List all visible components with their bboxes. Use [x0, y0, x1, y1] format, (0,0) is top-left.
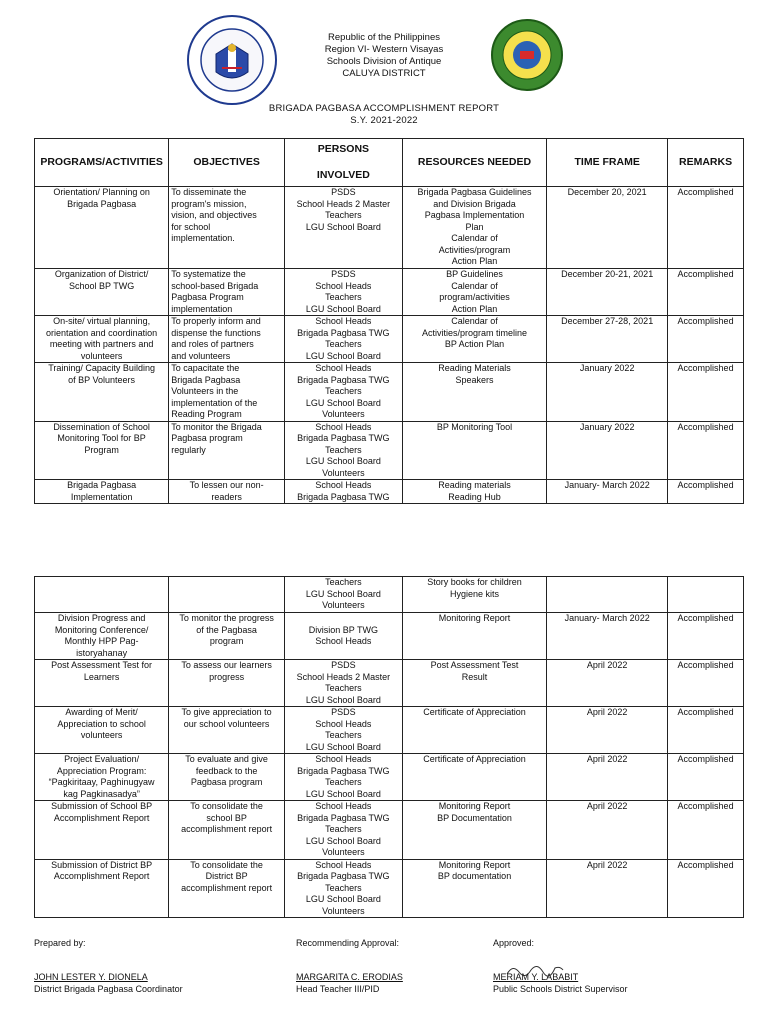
- program-line: Appreciation to school: [57, 718, 146, 729]
- program-line: volunteers: [80, 350, 123, 361]
- objectives-cell: [169, 480, 285, 504]
- persons-line: LGU School Board: [305, 588, 381, 599]
- objectives-cell: [169, 613, 285, 660]
- program-line: Submission of District BP: [51, 859, 153, 870]
- program-line: meeting with partners and: [49, 339, 154, 349]
- persons-cell: [284, 421, 402, 480]
- table-row: [35, 421, 744, 480]
- time-frame-cell: April 2022: [547, 801, 668, 860]
- resources-cell: [402, 269, 546, 316]
- persons-cell: [284, 859, 402, 918]
- header-remarks: REMARKS: [668, 139, 744, 187]
- time-frame-cell: December 20, 2021: [547, 187, 668, 269]
- persons-line: Teachers: [325, 577, 362, 587]
- resources-line: Monitoring Report: [438, 801, 511, 811]
- remarks-cell: Accomplished: [668, 801, 744, 860]
- program-cell: [35, 859, 169, 918]
- remarks-cell: [668, 577, 744, 613]
- time-frame-cell: April 2022: [547, 660, 668, 707]
- persons-line: PSDS: [331, 269, 356, 279]
- resources-line: and Division Brigada: [433, 198, 516, 209]
- remarks-cell: Accomplished: [668, 480, 744, 504]
- resources-line: Calendar of: [451, 233, 498, 243]
- prepared-by-name: JOHN LESTER Y. DIONELA: [34, 972, 148, 982]
- persons-line: School Heads 2 Master: [296, 198, 391, 209]
- persons-cell: [284, 754, 402, 801]
- objectives-cell: [169, 421, 285, 480]
- remarks-cell: Accomplished: [668, 363, 744, 422]
- persons-line: LGU School Board: [305, 694, 381, 705]
- program-line: Implementation: [70, 491, 133, 502]
- objectives-line: readers: [211, 491, 242, 502]
- resources-line: Calendar of: [451, 316, 498, 326]
- objectives-line: progress: [209, 671, 245, 682]
- resources-line: Post Assessment Test: [430, 660, 519, 670]
- remarks-cell: Accomplished: [668, 707, 744, 754]
- remarks-cell: Accomplished: [668, 269, 744, 316]
- objectives-line: feedback to the: [195, 765, 258, 776]
- persons-line: Teachers: [325, 777, 362, 787]
- letterhead-line: Schools Division of Antique: [326, 56, 442, 67]
- resources-line: Activities/program timeline: [421, 327, 528, 338]
- remarks-cell: Accomplished: [668, 754, 744, 801]
- persons-line: Teachers: [325, 683, 362, 693]
- time-frame-cell: [547, 577, 668, 613]
- persons-line: LGU School Board: [305, 350, 381, 361]
- resources-line: Monitoring Report: [438, 859, 511, 870]
- resources-line: BP Action Plan: [444, 339, 505, 349]
- recommending-name: MARGARITA C. ERODIAS: [296, 972, 403, 982]
- persons-line: Volunteers: [322, 600, 365, 610]
- time-frame-cell: January- March 2022: [547, 613, 668, 660]
- program-line: orientation and coordination: [46, 327, 158, 338]
- objectives-line: To lessen our non-: [189, 480, 264, 490]
- resources-cell: [402, 801, 546, 860]
- header-persons: PERSONS: [317, 143, 370, 155]
- table-row: [35, 269, 744, 316]
- persons-line: LGU School Board: [305, 303, 381, 314]
- objectives-line: Brigada Pagbasa: [171, 374, 241, 385]
- objectives-line: Pagbasa program: [171, 433, 243, 443]
- persons-line: Brigada Pagbasa TWG: [297, 491, 390, 502]
- resources-cell: [402, 480, 546, 504]
- table-row: [35, 859, 744, 918]
- objectives-cell: [169, 577, 285, 613]
- resources-line: Story books for children: [427, 577, 522, 587]
- persons-cell: [284, 707, 402, 754]
- program-line: [37, 577, 166, 589]
- remarks-cell: Accomplished: [668, 187, 744, 269]
- remarks-cell: Accomplished: [668, 421, 744, 480]
- objectives-cell: [169, 187, 285, 269]
- resources-line: Reading materials: [438, 480, 511, 490]
- persons-cell: [284, 187, 402, 269]
- approved-label: Approved:: [493, 938, 535, 948]
- time-frame-cell: April 2022: [547, 754, 668, 801]
- header-resources: RESOURCES NEEDED: [402, 139, 546, 187]
- resources-line: Action Plan: [451, 303, 498, 314]
- persons-line: LGU School Board: [305, 397, 381, 408]
- resources-line: Action Plan: [451, 256, 498, 266]
- persons-cell: [284, 316, 402, 363]
- report-title-block: [200, 103, 568, 127]
- objectives-line: Volunteers in the: [171, 386, 239, 396]
- persons-line: School Heads: [315, 280, 372, 291]
- resources-cell: [402, 316, 546, 363]
- table-header-row: [35, 139, 744, 187]
- persons-line: LGU School Board: [305, 741, 381, 752]
- persons-line: School Heads: [315, 316, 372, 326]
- program-line: istoryahanay: [76, 647, 128, 658]
- approved-title: Public Schools District Supervisor: [493, 984, 628, 994]
- program-cell: [35, 187, 169, 269]
- report-title: BRIGADA PAGBASA ACCOMPLISHMENT REPORT: [268, 103, 500, 114]
- persons-line: LGU School Board: [305, 788, 381, 799]
- resources-line: Reading Hub: [448, 491, 501, 502]
- time-frame-cell: January 2022: [547, 363, 668, 422]
- persons-line: LGU School Board: [305, 456, 381, 466]
- resources-line: BP Monitoring Tool: [436, 421, 513, 432]
- program-cell: [35, 613, 169, 660]
- objectives-cell: [169, 859, 285, 918]
- persons-line: School Heads: [315, 636, 372, 646]
- program-cell: [35, 363, 169, 422]
- resources-line: Plan: [465, 221, 484, 232]
- recommending-title: Head Teacher III/PID: [296, 984, 380, 994]
- letterhead: [230, 32, 538, 80]
- recommending-block: [296, 971, 403, 995]
- persons-cell: [284, 613, 402, 660]
- program-cell: [35, 577, 169, 613]
- persons-line: [287, 613, 400, 625]
- program-cell: [35, 316, 169, 363]
- time-frame-cell: December 27-28, 2021: [547, 316, 668, 363]
- persons-line: Brigada Pagbasa TWG: [297, 765, 390, 776]
- resources-line: Certificate of Appreciation: [423, 707, 526, 717]
- resources-cell: [402, 859, 546, 918]
- objectives-line: and roles of partners: [171, 339, 254, 349]
- table-row: [35, 316, 744, 363]
- program-line: Orientation/ Planning on: [53, 187, 150, 197]
- objectives-line: To assess our learners: [181, 660, 272, 670]
- objectives-line: To consolidate the: [190, 801, 263, 811]
- objectives-cell: [169, 363, 285, 422]
- objectives-cell: [169, 707, 285, 754]
- objectives-line: To evaluate and give: [185, 754, 268, 764]
- program-line: “Pagkiritaay, Paghinugyaw: [48, 777, 155, 787]
- remarks-cell: Accomplished: [668, 660, 744, 707]
- persons-line: Teachers: [325, 444, 362, 455]
- prepared-by-title: District Brigada Pagbasa Coordinator: [34, 984, 183, 994]
- program-line: kag Pagkinasadya”: [63, 788, 140, 799]
- objectives-line: school BP: [206, 812, 247, 823]
- persons-cell: [284, 801, 402, 860]
- program-line: Accomplishment Report: [53, 812, 150, 823]
- persons-line: Teachers: [325, 730, 362, 740]
- objectives-cell: [169, 316, 285, 363]
- header-programs: PROGRAMS/ACTIVITIES: [35, 139, 169, 187]
- persons-line: Brigada Pagbasa TWG: [297, 374, 390, 385]
- persons-line: LGU School Board: [305, 221, 381, 232]
- objectives-line: program: [209, 636, 244, 646]
- program-line: Program: [84, 444, 119, 455]
- program-cell: [35, 421, 169, 480]
- program-line: Brigada Pagbasa: [67, 480, 137, 490]
- prepared-by-label: Prepared by:: [34, 938, 86, 948]
- program-line: Submission of School BP: [51, 801, 153, 811]
- objectives-line: To properly inform and: [171, 316, 261, 326]
- table-row: [35, 187, 744, 269]
- resources-line: BP documentation: [437, 871, 512, 881]
- objectives-line: To monitor the Brigada: [171, 421, 262, 432]
- table-row: [35, 613, 744, 660]
- resources-line: BP Guidelines: [446, 269, 503, 279]
- persons-line: Volunteers: [322, 905, 365, 916]
- persons-line: School Heads 2 Master: [296, 671, 391, 682]
- program-line: volunteers: [80, 730, 123, 740]
- persons-line: Teachers: [325, 292, 362, 302]
- resources-line: program/activities: [439, 292, 510, 302]
- table-row: [35, 660, 744, 707]
- persons-line: Volunteers: [322, 847, 365, 857]
- approved-name: MERIAM Y. LABABIT: [493, 972, 579, 982]
- objectives-line: implementation of the: [171, 397, 258, 408]
- program-line: On-site/ virtual planning,: [53, 316, 151, 326]
- resources-cell: [402, 187, 546, 269]
- accomplishment-table-page-1: [34, 138, 744, 504]
- resources-line: Monitoring Report: [438, 613, 511, 623]
- program-cell: [35, 660, 169, 707]
- accomplishment-table-page-2: [34, 576, 744, 918]
- objectives-line: and volunteers: [171, 350, 231, 361]
- persons-cell: [284, 660, 402, 707]
- objectives-line: To capacitate the: [171, 363, 240, 373]
- remarks-cell: Accomplished: [668, 316, 744, 363]
- objectives-line: Pagbasa Program: [171, 292, 244, 302]
- program-line: Awarding of Merit/: [65, 707, 138, 717]
- objectives-line: Pagbasa program: [190, 777, 263, 787]
- persons-line: Teachers: [325, 386, 362, 396]
- persons-line: School Heads: [315, 718, 372, 729]
- time-frame-cell: April 2022: [547, 707, 668, 754]
- persons-line: School Heads: [315, 859, 372, 870]
- program-line: School BP TWG: [69, 280, 135, 291]
- objectives-line: of the Pagbasa: [196, 624, 257, 635]
- resources-line: Brigada Pagbasa Guidelines: [417, 187, 532, 197]
- objectives-line: for school: [171, 221, 211, 232]
- header-objectives: OBJECTIVES: [169, 139, 285, 187]
- persons-line: School Heads: [315, 421, 372, 432]
- objectives-line: District BP: [205, 871, 248, 881]
- resources-line: Result: [461, 671, 488, 682]
- resources-line: BP Documentation: [437, 812, 512, 823]
- persons-line: Brigada Pagbasa TWG: [297, 433, 390, 443]
- program-cell: [35, 707, 169, 754]
- resources-line: Calendar of: [451, 280, 498, 291]
- program-line: Organization of District/: [54, 269, 149, 279]
- program-line: Learners: [83, 671, 120, 682]
- objectives-cell: [169, 269, 285, 316]
- table-row: [35, 801, 744, 860]
- persons-line: Brigada Pagbasa TWG: [297, 871, 390, 881]
- objectives-cell: [169, 754, 285, 801]
- program-line: Project Evaluation/: [64, 754, 140, 764]
- objectives-line: school-based Brigada: [171, 280, 259, 291]
- header-persons-involved: [284, 139, 402, 187]
- resources-line: Activities/program: [438, 244, 511, 255]
- persons-line: Division BP TWG: [308, 624, 378, 635]
- program-line: Monitoring Conference/: [54, 624, 149, 635]
- approved-block: [493, 971, 628, 995]
- time-frame-cell: December 20-21, 2021: [547, 269, 668, 316]
- persons-line: Teachers: [325, 824, 362, 834]
- persons-line: School Heads: [315, 363, 372, 373]
- objectives-line: our school volunteers: [183, 718, 270, 729]
- objectives-line: To give appreciation to: [181, 707, 272, 717]
- persons-cell: [284, 577, 402, 613]
- objectives-line: accomplishment report: [181, 824, 273, 834]
- objectives-line: program's mission,: [171, 198, 247, 209]
- remarks-cell: Accomplished: [668, 613, 744, 660]
- resources-cell: [402, 613, 546, 660]
- persons-cell: [284, 269, 402, 316]
- persons-line: Brigada Pagbasa TWG: [297, 812, 390, 823]
- objectives-line: implementation: [171, 303, 233, 314]
- persons-line: Brigada Pagbasa TWG: [297, 327, 390, 338]
- objectives-line: To systematize the: [171, 269, 246, 279]
- resources-line: Reading Materials: [438, 363, 511, 373]
- objectives-line: implementation.: [171, 233, 235, 243]
- resources-cell: [402, 660, 546, 707]
- remarks-cell: Accomplished: [668, 859, 744, 918]
- objectives-cell: [169, 660, 285, 707]
- program-line: Monitoring Tool for BP: [57, 433, 146, 443]
- resources-cell: [402, 577, 546, 613]
- time-frame-cell: April 2022: [547, 859, 668, 918]
- table-row: [35, 363, 744, 422]
- header-involved: INVOLVED: [316, 168, 370, 181]
- program-line: Dissemination of School: [53, 421, 150, 432]
- persons-line: School Heads: [315, 480, 372, 490]
- persons-line: Volunteers: [322, 409, 365, 419]
- resources-line: Pagbasa Implementation: [424, 210, 525, 220]
- header-time-frame: TIME FRAME: [547, 139, 668, 187]
- program-line: Training/ Capacity Building: [48, 363, 155, 373]
- letterhead-line: Republic of the Philippines: [328, 32, 440, 43]
- program-line: Brigada Pagbasa: [67, 198, 137, 209]
- resources-cell: [402, 421, 546, 480]
- persons-line: LGU School Board: [305, 894, 381, 904]
- objectives-line: vision, and objectives: [171, 210, 257, 220]
- persons-line: Teachers: [325, 339, 362, 349]
- time-frame-cell: January- March 2022: [547, 480, 668, 504]
- letterhead-line: Region VI- Western Visayas: [324, 44, 444, 55]
- resources-line: Hygiene kits: [449, 588, 500, 599]
- resources-line: Speakers: [455, 374, 494, 385]
- time-frame-cell: January 2022: [547, 421, 668, 480]
- persons-cell: [284, 363, 402, 422]
- persons-line: Teachers: [325, 210, 362, 220]
- resources-cell: [402, 754, 546, 801]
- persons-line: School Heads: [315, 801, 372, 811]
- objectives-line: dispense the functions: [171, 327, 261, 338]
- program-cell: [35, 801, 169, 860]
- program-line: Monthly HPP Pag-: [64, 636, 139, 646]
- recommending-approval-label: Recommending Approval:: [296, 938, 400, 948]
- table-row: [35, 707, 744, 754]
- persons-line: PSDS: [331, 707, 356, 717]
- prepared-by-block: [34, 971, 183, 995]
- objectives-line: To disseminate the: [171, 187, 247, 197]
- table-row: [35, 754, 744, 801]
- objectives-line: regularly: [171, 444, 206, 455]
- objectives-line: accomplishment report: [181, 882, 273, 893]
- program-line: Post Assessment Test for: [51, 660, 153, 670]
- program-line: Appreciation Program:: [56, 765, 147, 776]
- program-line: of BP Volunteers: [68, 374, 136, 385]
- program-line: Division Progress and: [57, 613, 146, 623]
- program-line: Accomplishment Report: [53, 871, 150, 881]
- program-cell: [35, 754, 169, 801]
- letterhead-line: CALUYA DISTRICT: [342, 68, 426, 79]
- persons-line: School Heads: [315, 754, 372, 764]
- objectives-line: [171, 577, 282, 589]
- table-row: [35, 480, 744, 504]
- resources-cell: [402, 363, 546, 422]
- objectives-line: To consolidate the: [190, 859, 263, 870]
- objectives-line: Reading Program: [171, 409, 242, 419]
- program-cell: [35, 480, 169, 504]
- persons-cell: [284, 480, 402, 504]
- persons-line: Volunteers: [322, 467, 365, 478]
- persons-line: Teachers: [325, 882, 362, 893]
- persons-line: PSDS: [331, 660, 356, 670]
- persons-line: PSDS: [331, 187, 356, 197]
- objectives-line: To monitor the progress: [179, 613, 274, 623]
- resources-line: Certificate of Appreciation: [423, 754, 526, 764]
- persons-line: LGU School Board: [305, 835, 381, 846]
- objectives-cell: [169, 801, 285, 860]
- school-year: S.Y. 2021-2022: [350, 115, 418, 126]
- resources-cell: [402, 707, 546, 754]
- program-cell: [35, 269, 169, 316]
- table-row: [35, 577, 744, 613]
